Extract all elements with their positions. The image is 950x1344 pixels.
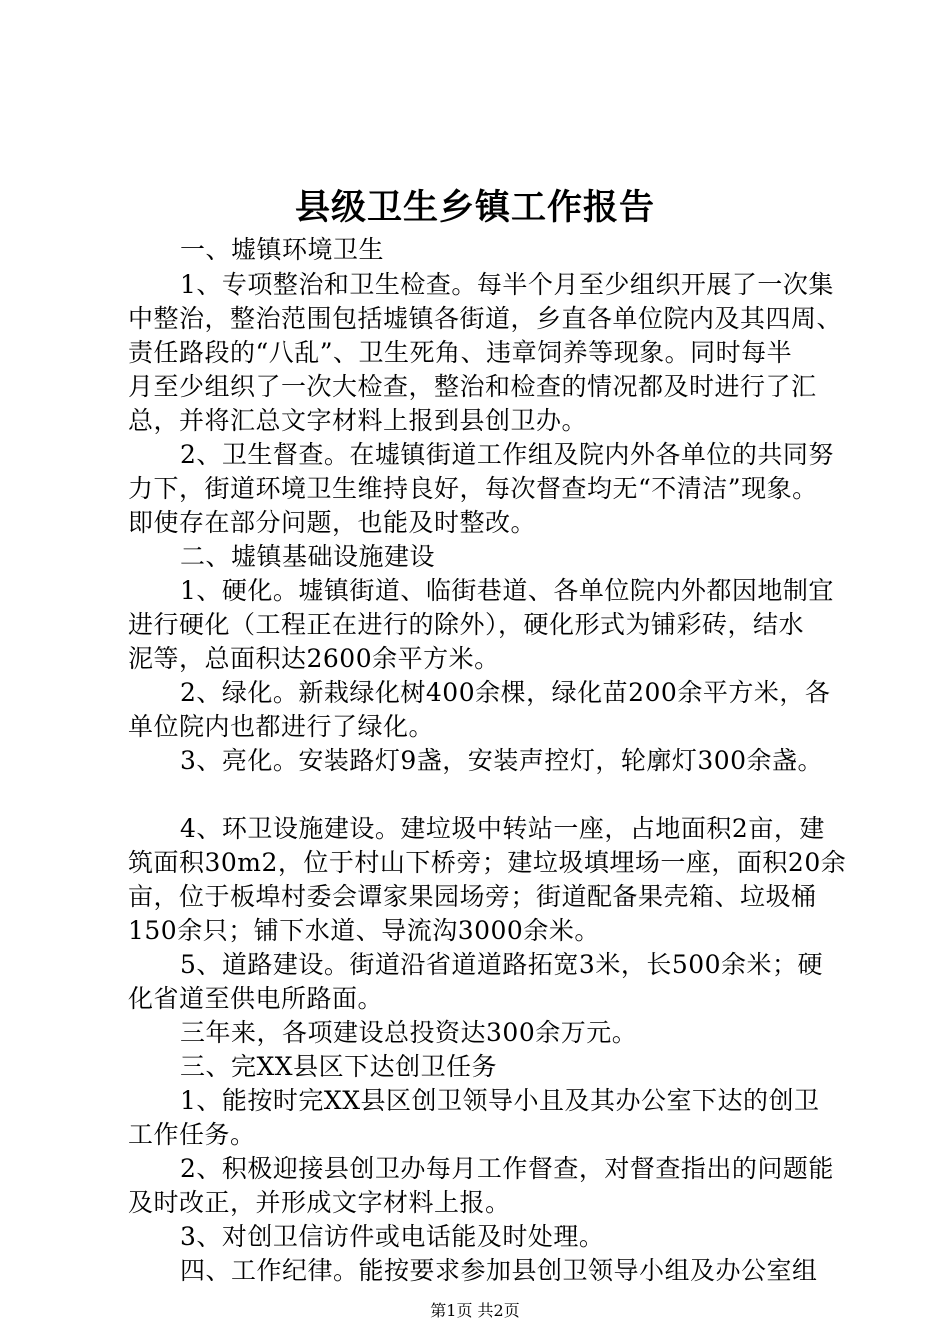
paragraph-line: 1、专项整治和卫生检查。每半个月至少组织开展了一次集 <box>180 270 834 299</box>
paragraph-line: 力下，街道环境卫生维持良好，每次督查均无“不清洁”现象。 <box>128 474 818 503</box>
section-heading-4: 四、工作纪律。能按要求参加县创卫领导小组及办公室组 <box>180 1256 818 1285</box>
document-title: 县级卫生乡镇工作报告 <box>294 187 655 228</box>
paragraph-line: 1、能按时完XX县区创卫领导小且及其办公室下达的创卫 <box>180 1086 820 1115</box>
page-footer: 第1页 共2页 <box>430 1301 520 1320</box>
paragraph-line: 150余只；铺下水道、导流沟3000余米。 <box>128 916 600 945</box>
paragraph-line: 中整治，整治范围包括墟镇各街道，乡直各单位院内及其四周、 <box>128 304 843 333</box>
paragraph-line: 工作任务。 <box>128 1120 256 1149</box>
paragraph-line: 三年来，各项建设总投资达300余万元。 <box>180 1018 638 1047</box>
paragraph-line: 3、亮化。安装路灯9盏，安装声控灯，轮廓灯300余盏。 <box>180 746 824 775</box>
section-heading-1: 一、墟镇环境卫生 <box>180 235 385 264</box>
paragraph-line: 2、绿化。新栽绿化树400余棵，绿化苗200余平方米，各 <box>180 678 831 707</box>
paragraph-line: 5、道路建设。街道沿省道道路拓宽3米，长500余米；硬 <box>180 950 824 979</box>
paragraph-line: 2、卫生督查。在墟镇街道工作组及院内外各单位的共同努 <box>180 440 834 469</box>
paragraph-line: 即使存在部分问题，也能及时整改。 <box>128 508 537 537</box>
paragraph-line: 及时改正，并形成文字材料上报。 <box>128 1188 511 1217</box>
paragraph-line: 泥等，总面积达2600余平方米。 <box>128 644 500 673</box>
paragraph-line: 单位院内也都进行了绿化。 <box>128 712 435 741</box>
paragraph-line: 总，并将汇总文字材料上报到县创卫办。 <box>128 406 588 435</box>
section-heading-2: 二、墟镇基础设施建设 <box>180 542 436 571</box>
paragraph-line: 进行硬化（工程正在进行的除外），硬化形式为铺彩砖，结水 <box>128 610 805 639</box>
section-heading-3: 三、完XX县区下达创卫任务 <box>180 1052 498 1081</box>
paragraph-line: 3、对创卫信访件或电话能及时处理。 <box>180 1222 605 1251</box>
paragraph-line: 月至少组织了一次大检查，整治和检查的情况都及时进行了汇 <box>128 372 817 401</box>
paragraph-line: 亩，位于板埠村委会谭家果园场旁；街道配备果壳箱、垃圾桶 <box>128 882 817 911</box>
paragraph-line: 1、硬化。墟镇街道、临街巷道、各单位院内外都因地制宜 <box>180 576 834 605</box>
paragraph-line: 责任路段的“八乱”、卫生死角、违章饲养等现象。同时每半 <box>128 338 793 367</box>
paragraph-line: 化省道至供电所路面。 <box>128 984 384 1013</box>
paragraph-line: 4、环卫设施建设。建垃圾中转站一座，占地面积2亩，建 <box>180 814 825 843</box>
paragraph-line: 2、积极迎接县创卫办每月工作督查，对督查指出的问题能 <box>180 1154 834 1183</box>
paragraph-line: 筑面积30m2，位于村山下桥旁；建垃圾填埋场一座，面积20余 <box>128 848 847 877</box>
